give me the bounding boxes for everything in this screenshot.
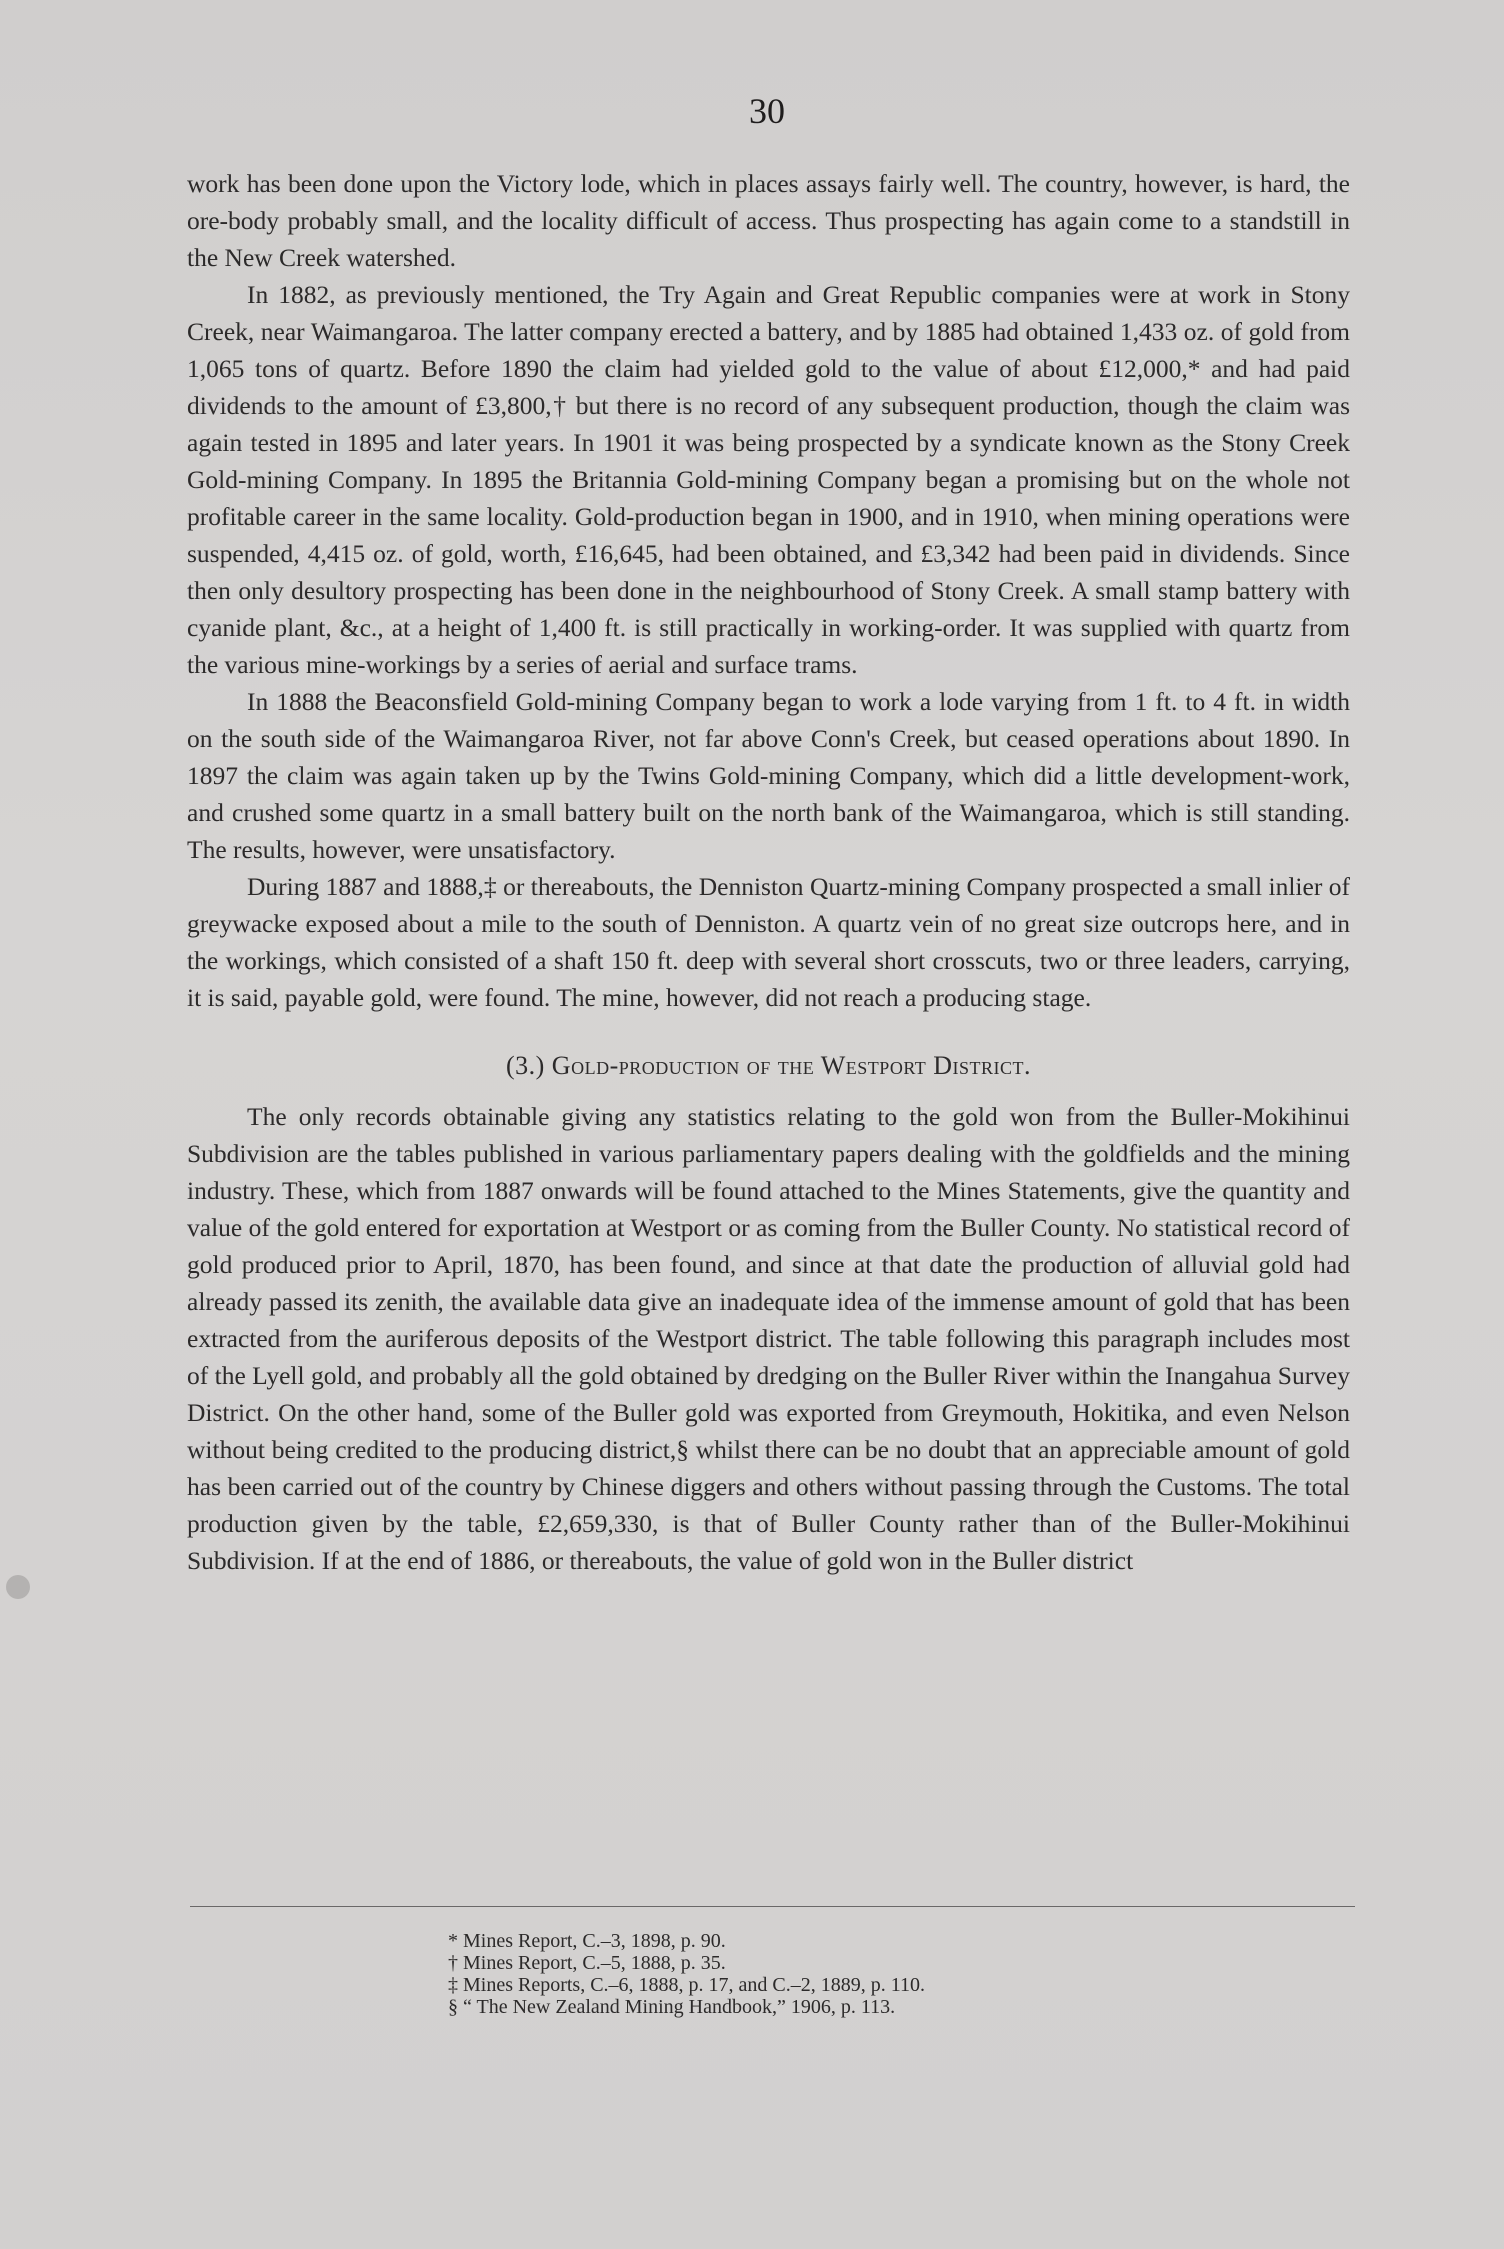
footnote-4: § “ The New Zealand Mining Handbook,” 1906, p. 113. <box>448 1996 896 2018</box>
paragraph-beaconsfield: In 1888 the Beaconsfield Gold-mining Company began to work a lode varying from 1 ft. to 4 ft. in width on the south side of the Waimangaroa River, not far above Conn's Creek, but ceased operations about 1890. In 1897 the claim was again taken up by the Twins Gold-mining Company, which did a little development-work, and crushed some quartz in a small battery built on the north bank of the Waimangaroa, which is still standing. The results, however, were unsatisfactory. <box>187 687 1350 864</box>
paragraph-gold-production: The only records obtainable giving any statistics relating to the gold won from the Buller-Mokihinui Subdivision are the tables published in various parliamentary papers dealing with the goldfields and the mining industry. These, which from 1887 onwards will be found attached to the Mines Statements, give the quantity and value of the gold entered for exportation at Westport or as coming from the Buller County. No statistical record of gold produced prior to April, 1870, has been found, and since at that date the production of alluvial gold had already passed its zenith, the available data give an inadequate idea of the immense amount of gold that has been extracted from the auriferous deposits of the Westport district. The table following this paragraph includes most of the Lyell gold, and probably all the gold obtained by dredging on the Buller River within the Inangahua Survey District. On the other hand, some of the Buller gold was exported from Greymouth, Hokitika, and even Nelson without being credited to the producing district,§ whilst there can be no doubt that an appreciable amount of gold has been carried out of the country by Chinese diggers and others without passing through the Customs. The total production given by the table, £2,659,330, is that of Buller County rather than of the Buller-Mokihinui Subdivision. If at the end of 1886, or thereabouts, the value of gold won in the Buller district <box>187 1102 1350 1575</box>
paragraph-stony-creek: In 1882, as previously mentioned, the Try Again and Great Republic companies were at work in Stony Creek, near Waimangaroa. The latter company erected a battery, and by 1885 had obtained 1,433 oz. of gold from 1,065 tons of quartz. Before 1890 the claim had yielded gold to the value of about £12,000,* and had paid dividends to the amount of £3,800,† but there is no record of any subsequent production, though the claim was again tested in 1895 and later years. In 1901 it was being prospected by a syndicate known as the Stony Creek Gold-mining Company. In 1895 the Britannia Gold-mining Company began a promising but on the whole not profitable career in the same locality. Gold-production began in 1900, and in 1910, when mining operations were suspended, 4,415 oz. of gold, worth, £16,645, had been obtained, and £3,342 had been paid in dividends. Since then only desultory prospecting has been done in the neighbourhood of Stony Creek. A small stamp battery with cyanide plant, &c., at a height of 1,400 ft. is still practically in working-order. It was supplied with quartz from the various mine-workings by a series of aerial and surface trams. <box>187 280 1350 679</box>
page-number: 30 <box>749 91 785 131</box>
paragraph-denniston: During 1887 and 1888,‡ or thereabouts, the Denniston Quartz-mining Company prospected a small inlier of greywacke exposed about a mile to the south of Denniston. A quartz vein of no great size outcrops here, and in the workings, which consisted of a shaft 150 ft. deep with several short crosscuts, two or three leaders, carrying, it is said, payable gold, were found. The mine, however, did not reach a producing stage. <box>187 872 1350 1012</box>
footnote-1: * Mines Report, C.–3, 1898, p. 90. <box>448 1930 726 1952</box>
body-text <box>187 165 1350 1579</box>
paragraph-victory-lode: work has been done upon the Victory lode, which in places assays fairly well. The country, however, is hard, the ore-body probably small, and the locality difficult of access. Thus prospecting has again come to a standstill in the New Creek watershed. <box>187 169 1350 272</box>
footnotes <box>448 1930 1248 2018</box>
footnote-2: † Mines Report, C.–5, 1888, p. 35. <box>448 1952 726 1974</box>
section-heading: (3.) Gold-production of the Westport District. <box>505 1051 1032 1080</box>
footnote-divider <box>190 1906 1355 1907</box>
paper-smudge <box>6 1575 30 1599</box>
footnote-3: ‡ Mines Reports, C.–6, 1888, p. 17, and C.–2, 1889, p. 110. <box>448 1974 926 1996</box>
